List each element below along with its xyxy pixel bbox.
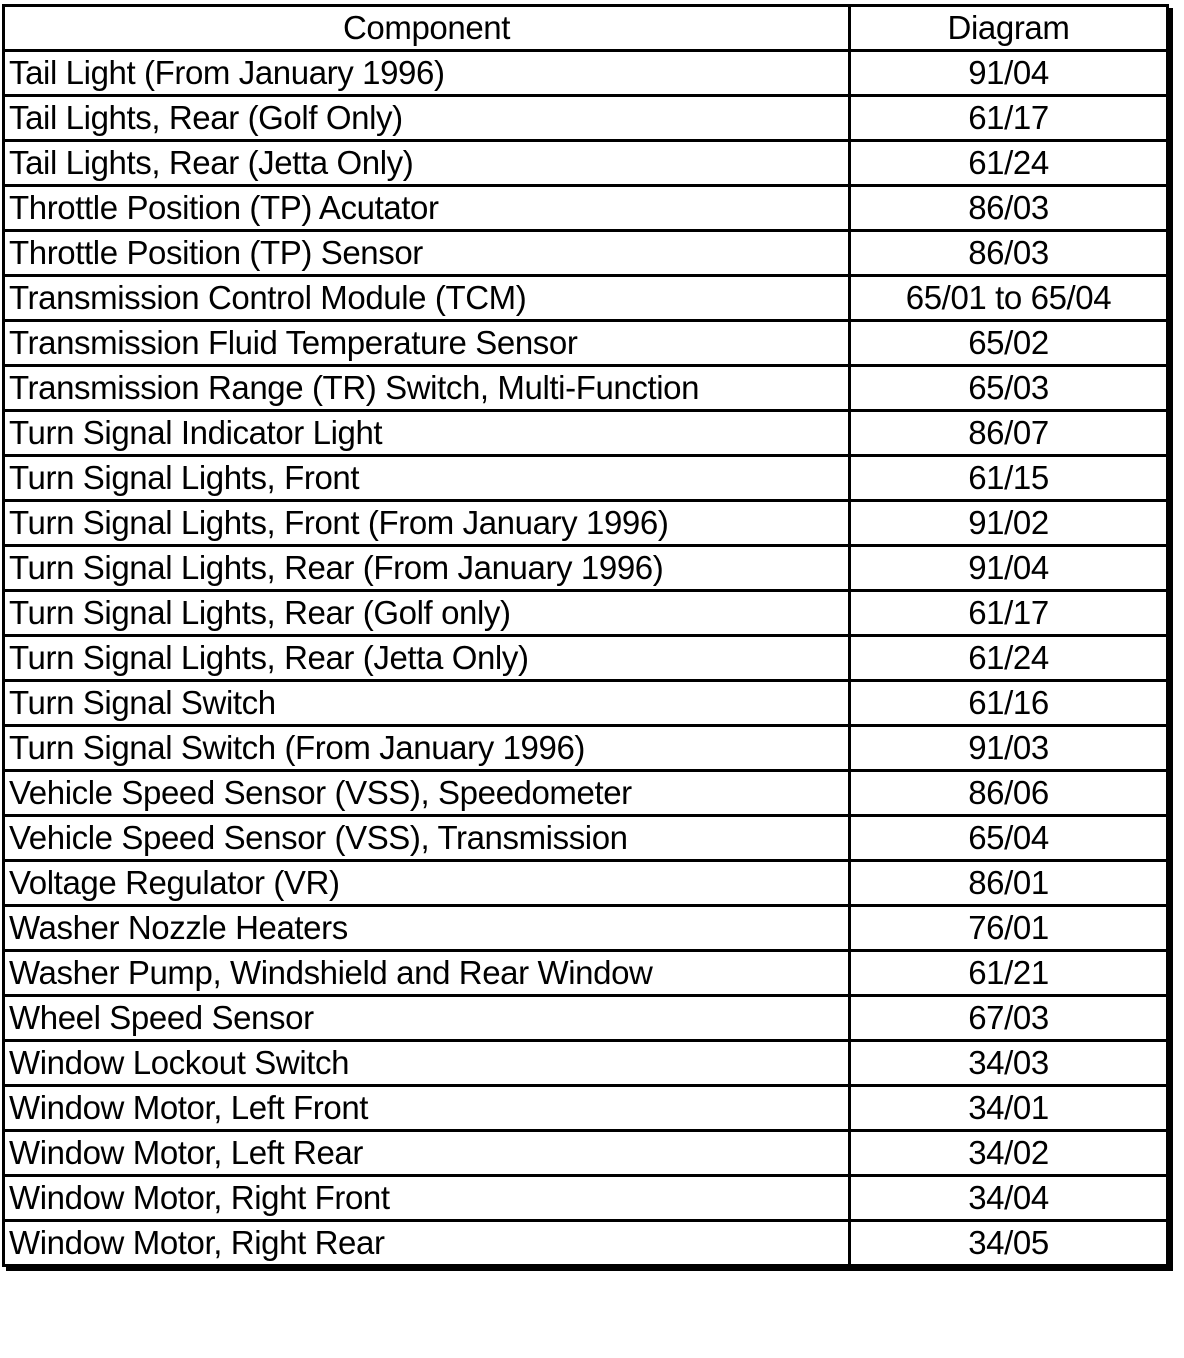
component-cell: Turn Signal Lights, Rear (Golf only) bbox=[4, 591, 850, 636]
component-cell: Washer Nozzle Heaters bbox=[4, 906, 850, 951]
diagram-cell: 86/07 bbox=[850, 411, 1168, 456]
component-cell: Wheel Speed Sensor bbox=[4, 996, 850, 1041]
component-cell: Tail Lights, Rear (Jetta Only) bbox=[4, 141, 850, 186]
table-row bbox=[4, 951, 1168, 996]
component-cell: Window Motor, Right Rear bbox=[4, 1221, 850, 1266]
table-row bbox=[4, 1176, 1168, 1221]
component-cell: Vehicle Speed Sensor (VSS), Transmission bbox=[4, 816, 850, 861]
component-cell: Voltage Regulator (VR) bbox=[4, 861, 850, 906]
component-cell: Turn Signal Lights, Rear (Jetta Only) bbox=[4, 636, 850, 681]
component-diagram-table-wrapper bbox=[2, 4, 1166, 1267]
component-diagram-table bbox=[2, 4, 1169, 1267]
table-row bbox=[4, 231, 1168, 276]
table-row bbox=[4, 51, 1168, 96]
component-cell: Window Lockout Switch bbox=[4, 1041, 850, 1086]
diagram-cell: 34/01 bbox=[850, 1086, 1168, 1131]
component-cell: Throttle Position (TP) Sensor bbox=[4, 231, 850, 276]
diagram-cell: 86/03 bbox=[850, 231, 1168, 276]
diagram-cell: 86/01 bbox=[850, 861, 1168, 906]
table-row bbox=[4, 546, 1168, 591]
table-row bbox=[4, 591, 1168, 636]
diagram-cell: 67/03 bbox=[850, 996, 1168, 1041]
table-header-row bbox=[4, 6, 1168, 51]
table-row bbox=[4, 906, 1168, 951]
table-row bbox=[4, 771, 1168, 816]
component-cell: Window Motor, Left Rear bbox=[4, 1131, 850, 1176]
table-row bbox=[4, 681, 1168, 726]
diagram-cell: 61/16 bbox=[850, 681, 1168, 726]
diagram-cell: 61/24 bbox=[850, 141, 1168, 186]
table-row bbox=[4, 96, 1168, 141]
diagram-cell: 61/17 bbox=[850, 96, 1168, 141]
diagram-cell: 65/02 bbox=[850, 321, 1168, 366]
component-cell: Turn Signal Indicator Light bbox=[4, 411, 850, 456]
diagram-cell: 65/01 to 65/04 bbox=[850, 276, 1168, 321]
diagram-cell: 91/03 bbox=[850, 726, 1168, 771]
table-row bbox=[4, 816, 1168, 861]
table-row bbox=[4, 366, 1168, 411]
table-row bbox=[4, 141, 1168, 186]
table-row bbox=[4, 456, 1168, 501]
table-row bbox=[4, 186, 1168, 231]
diagram-cell: 76/01 bbox=[850, 906, 1168, 951]
component-cell: Transmission Fluid Temperature Sensor bbox=[4, 321, 850, 366]
diagram-cell: 34/04 bbox=[850, 1176, 1168, 1221]
diagram-cell: 91/04 bbox=[850, 546, 1168, 591]
component-cell: Turn Signal Lights, Front (From January 1996) bbox=[4, 501, 850, 546]
table-row bbox=[4, 996, 1168, 1041]
column-header-diagram: Diagram bbox=[850, 6, 1168, 51]
table-row bbox=[4, 321, 1168, 366]
table-row bbox=[4, 411, 1168, 456]
table-row bbox=[4, 1041, 1168, 1086]
table-body bbox=[4, 51, 1168, 1266]
table-row bbox=[4, 276, 1168, 321]
diagram-cell: 86/06 bbox=[850, 771, 1168, 816]
table-row bbox=[4, 861, 1168, 906]
component-cell: Tail Lights, Rear (Golf Only) bbox=[4, 96, 850, 141]
diagram-cell: 61/21 bbox=[850, 951, 1168, 996]
component-cell: Turn Signal Lights, Rear (From January 1996) bbox=[4, 546, 850, 591]
diagram-cell: 61/24 bbox=[850, 636, 1168, 681]
table-row bbox=[4, 636, 1168, 681]
diagram-cell: 65/04 bbox=[850, 816, 1168, 861]
diagram-cell: 34/05 bbox=[850, 1221, 1168, 1266]
diagram-cell: 91/04 bbox=[850, 51, 1168, 96]
component-cell: Vehicle Speed Sensor (VSS), Speedometer bbox=[4, 771, 850, 816]
component-cell: Transmission Range (TR) Switch, Multi-Function bbox=[4, 366, 850, 411]
diagram-cell: 61/17 bbox=[850, 591, 1168, 636]
table-row bbox=[4, 1086, 1168, 1131]
component-cell: Window Motor, Left Front bbox=[4, 1086, 850, 1131]
component-cell: Turn Signal Switch (From January 1996) bbox=[4, 726, 850, 771]
column-header-component: Component bbox=[4, 6, 850, 51]
table-row bbox=[4, 1221, 1168, 1266]
component-cell: Turn Signal Lights, Front bbox=[4, 456, 850, 501]
diagram-cell: 91/02 bbox=[850, 501, 1168, 546]
component-cell: Washer Pump, Windshield and Rear Window bbox=[4, 951, 850, 996]
diagram-cell: 34/03 bbox=[850, 1041, 1168, 1086]
component-cell: Transmission Control Module (TCM) bbox=[4, 276, 850, 321]
diagram-cell: 65/03 bbox=[850, 366, 1168, 411]
table-row bbox=[4, 726, 1168, 771]
diagram-cell: 86/03 bbox=[850, 186, 1168, 231]
table-row bbox=[4, 1131, 1168, 1176]
component-cell: Tail Light (From January 1996) bbox=[4, 51, 850, 96]
component-cell: Window Motor, Right Front bbox=[4, 1176, 850, 1221]
component-cell: Turn Signal Switch bbox=[4, 681, 850, 726]
diagram-cell: 61/15 bbox=[850, 456, 1168, 501]
component-cell: Throttle Position (TP) Acutator bbox=[4, 186, 850, 231]
table-row bbox=[4, 501, 1168, 546]
diagram-cell: 34/02 bbox=[850, 1131, 1168, 1176]
